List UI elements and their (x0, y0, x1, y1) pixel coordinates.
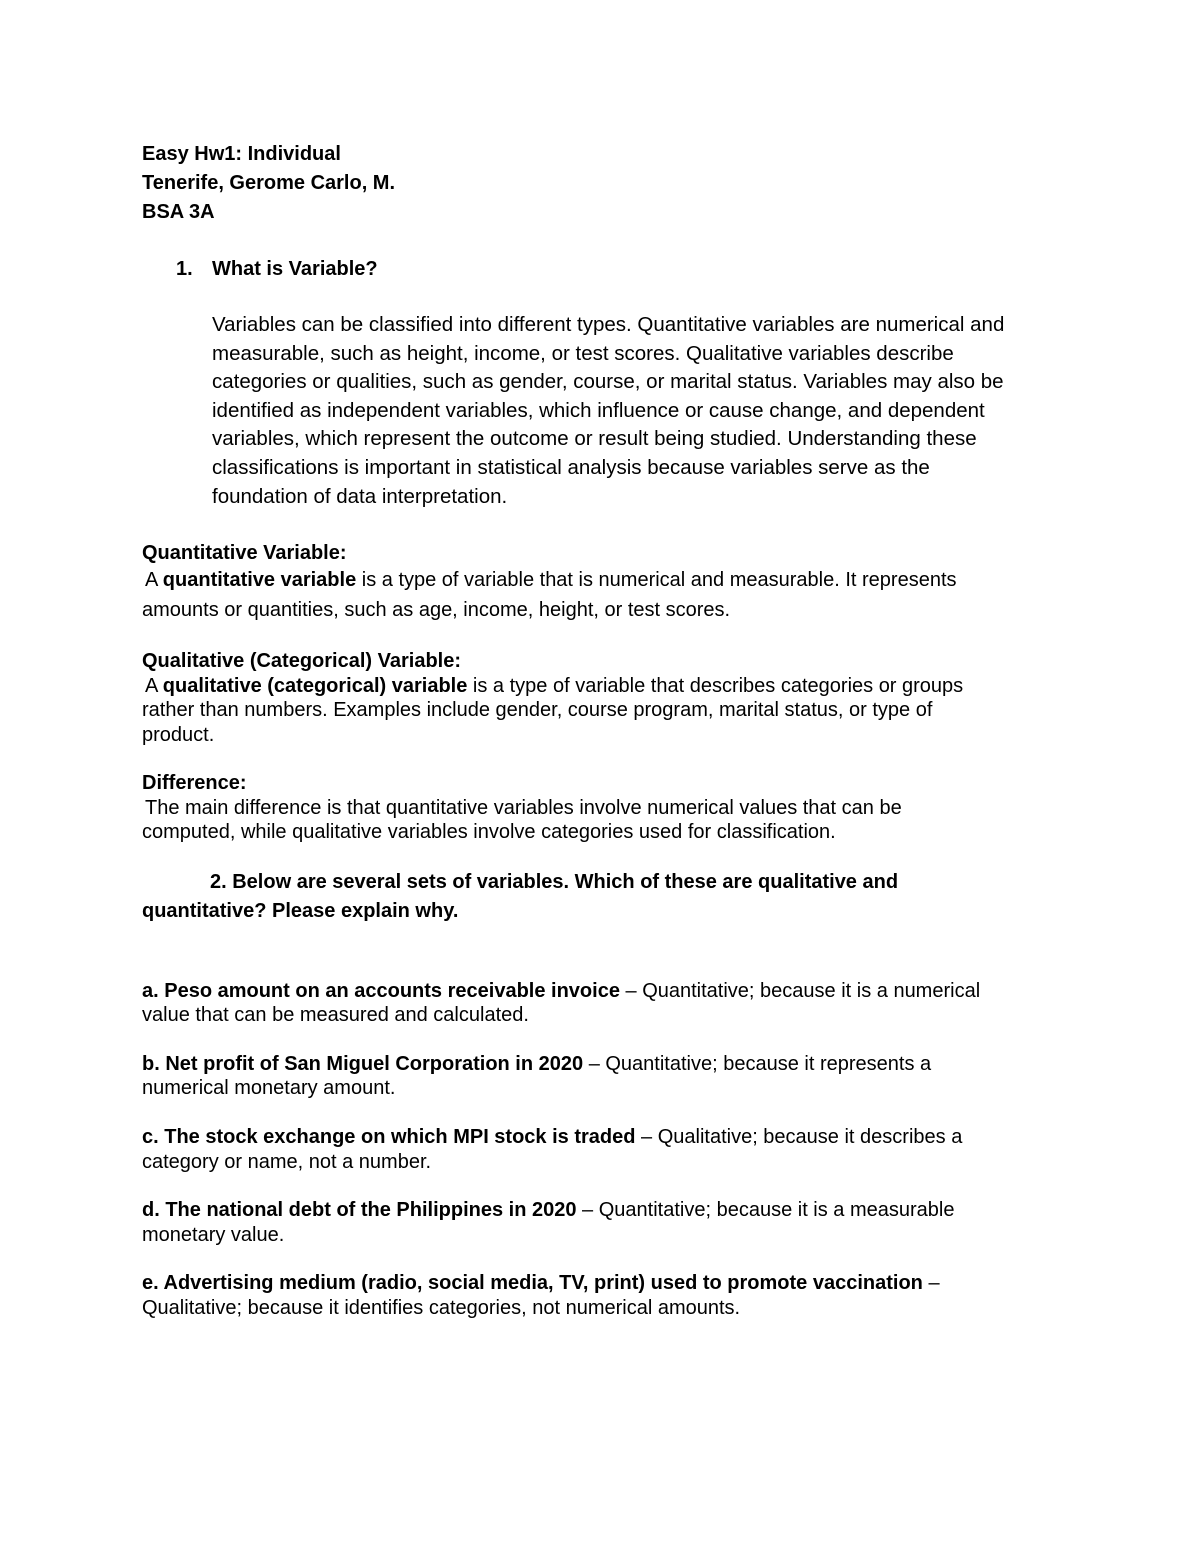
item-b-answer: – Quantitative; because it represents a (583, 1053, 932, 1075)
qualitative-definition-line-2: rather than numbers. Examples include gender, course program, marital status, or type of (142, 699, 933, 721)
item-b-label: b. Net profit of San Miguel Corporation in 2020 (142, 1053, 584, 1075)
item-e-label: e. Advertising medium (radio, social media, TV, print) used to promote vaccination (142, 1272, 923, 1294)
item-b-line-1 (142, 1052, 931, 1076)
quantitative-heading: Quantitative Variable: (142, 542, 347, 564)
quantitative-definition-line (145, 568, 957, 592)
qualitative-heading: Qualitative (Categorical) Variable: (142, 650, 461, 672)
item-c-label: c. The stock exchange on which MPI stock is traded (142, 1126, 636, 1148)
item-e-answer: – (922, 1272, 940, 1294)
item-d-line-1 (142, 1198, 955, 1222)
item-e-line-2: Qualitative; because it identifies categories, not numerical amounts. (142, 1297, 741, 1319)
item-a-line-1 (142, 979, 980, 1003)
answer-line: variables, which represent the outcome or result being studied. Understanding these (212, 427, 977, 451)
item-c-answer: – Qualitative; because it describes a (635, 1126, 963, 1148)
lead-text: A (145, 569, 163, 591)
qualitative-definition-line-3: product. (142, 724, 215, 746)
difference-heading: Difference: (142, 772, 247, 794)
answer-line: measurable, such as height, income, or test scores. Qualitative variables describe (212, 341, 954, 365)
answer-line: foundation of data interpretation. (212, 484, 508, 508)
qualitative-term: qualitative (categorical) variable (162, 675, 468, 697)
answer-line: Variables can be classified into different types. Quantitative variables are numerical and (212, 313, 1005, 336)
item-d-answer: – Quantitative; because it is a measurable (576, 1199, 955, 1221)
question-2-line-2: quantitative? Please explain why. (142, 900, 459, 922)
answer-line: categories or qualities, such as gender, course, or marital status. Variables may also be (212, 370, 1004, 394)
question-1-number: 1. (176, 258, 193, 280)
definition-text: is a type of variable that describes categories or groups (467, 675, 964, 697)
question-1-title: What is Variable? (212, 258, 378, 280)
assignment-title: Easy Hw1: Individual (142, 143, 341, 165)
answer-line: identified as independent variables, which influence or cause change, and dependent (212, 398, 985, 422)
qualitative-definition-line (145, 674, 963, 698)
item-e-line-1 (142, 1271, 940, 1295)
quantitative-term: quantitative variable (162, 569, 357, 591)
lead-text: A (145, 675, 163, 697)
difference-line-1: The main difference is that quantitative variables involve numerical values that can be (145, 797, 902, 819)
question-1-answer (212, 311, 1072, 511)
question-2-line-1: 2. Below are several sets of variables. Which of these are qualitative and (210, 871, 899, 893)
item-b-line-2: numerical monetary amount. (142, 1077, 396, 1099)
answer-line: classifications is important in statistical analysis because variables serve as the (212, 455, 930, 479)
item-d-label: d. The national debt of the Philippines in 2020 (142, 1199, 577, 1221)
item-c-line-2: category or name, not a number. (142, 1151, 432, 1173)
student-name: Tenerife, Gerome Carlo, M. (142, 172, 396, 194)
difference-line-2: computed, while qualitative variables involve categories used for classification. (142, 821, 836, 843)
item-d-line-2: monetary value. (142, 1224, 285, 1246)
item-a-line-2: value that can be measured and calculated. (142, 1004, 529, 1026)
item-a-answer: – Quantitative; because it is a numerical (619, 980, 981, 1002)
item-c-line-1 (142, 1125, 962, 1149)
quantitative-definition-line-2: amounts or quantities, such as age, income, height, or test scores. (142, 599, 731, 621)
definition-text: is a type of variable that is numerical and measurable. It represents (356, 569, 957, 591)
class-section: BSA 3A (142, 201, 215, 223)
item-a-label: a. Peso amount on an accounts receivable invoice (142, 980, 620, 1002)
